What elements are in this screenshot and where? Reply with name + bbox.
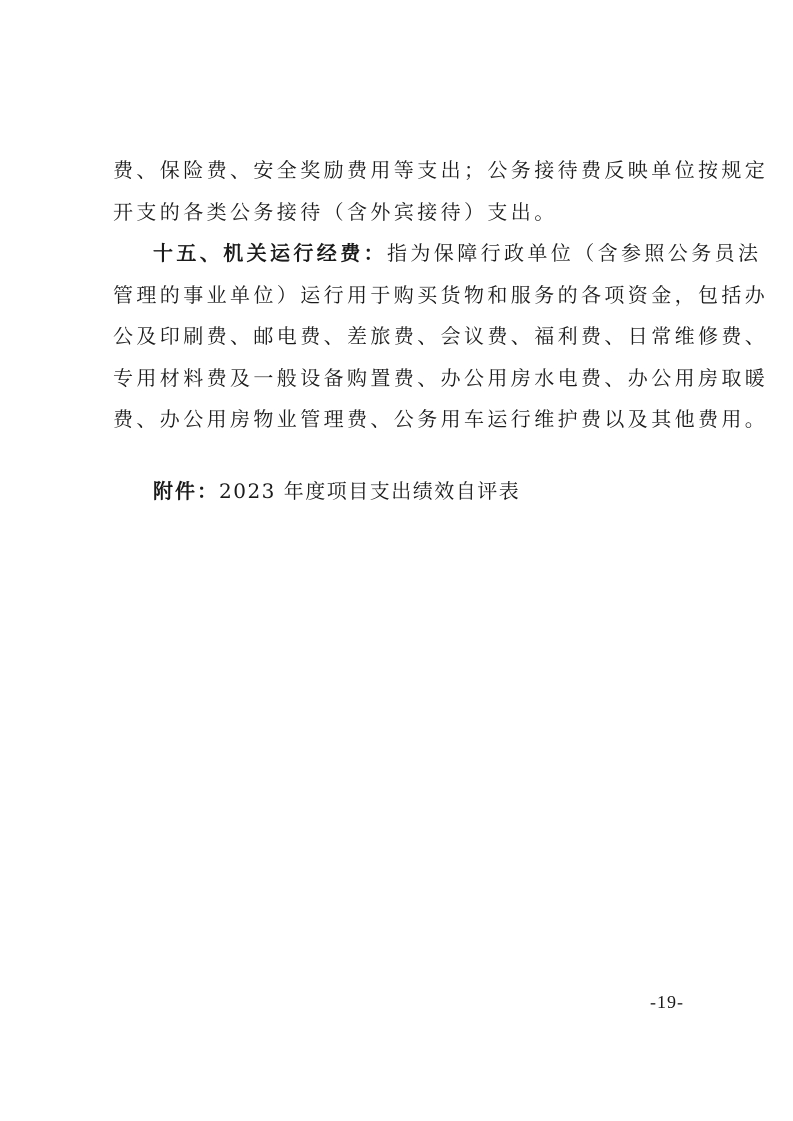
body-line-6: 专用材料费及一般设备购置费、办公用房水电费、办公用房取暖 — [113, 366, 769, 390]
page-number: -19- — [650, 992, 684, 1012]
item-15-heading: 十五、机关运行经费： — [153, 241, 387, 265]
body-line-4: 管理的事业单位）运行用于购买货物和服务的各项资金，包括办 — [113, 283, 769, 307]
item-15-text: 指为保障行政单位（含参照公务员法 — [387, 241, 762, 265]
body-line-1: 费、保险费、安全奖励费用等支出；公务接待费反映单位按规定 — [113, 158, 769, 182]
attachment-label: 附件： — [153, 479, 219, 503]
item-15-paragraph — [153, 239, 761, 267]
body-line-7: 费、办公用房物业管理费、公务用车运行维护费以及其他费用。 — [113, 407, 769, 431]
attachment-text: 2023 年度项目支出绩效自评表 — [219, 479, 521, 503]
body-line-2: 开支的各类公务接待（含外宾接待）支出。 — [113, 200, 558, 224]
attachment-line — [153, 477, 520, 505]
body-line-5: 公及印刷费、邮电费、差旅费、会议费、福利费、日常维修费、 — [113, 324, 769, 348]
